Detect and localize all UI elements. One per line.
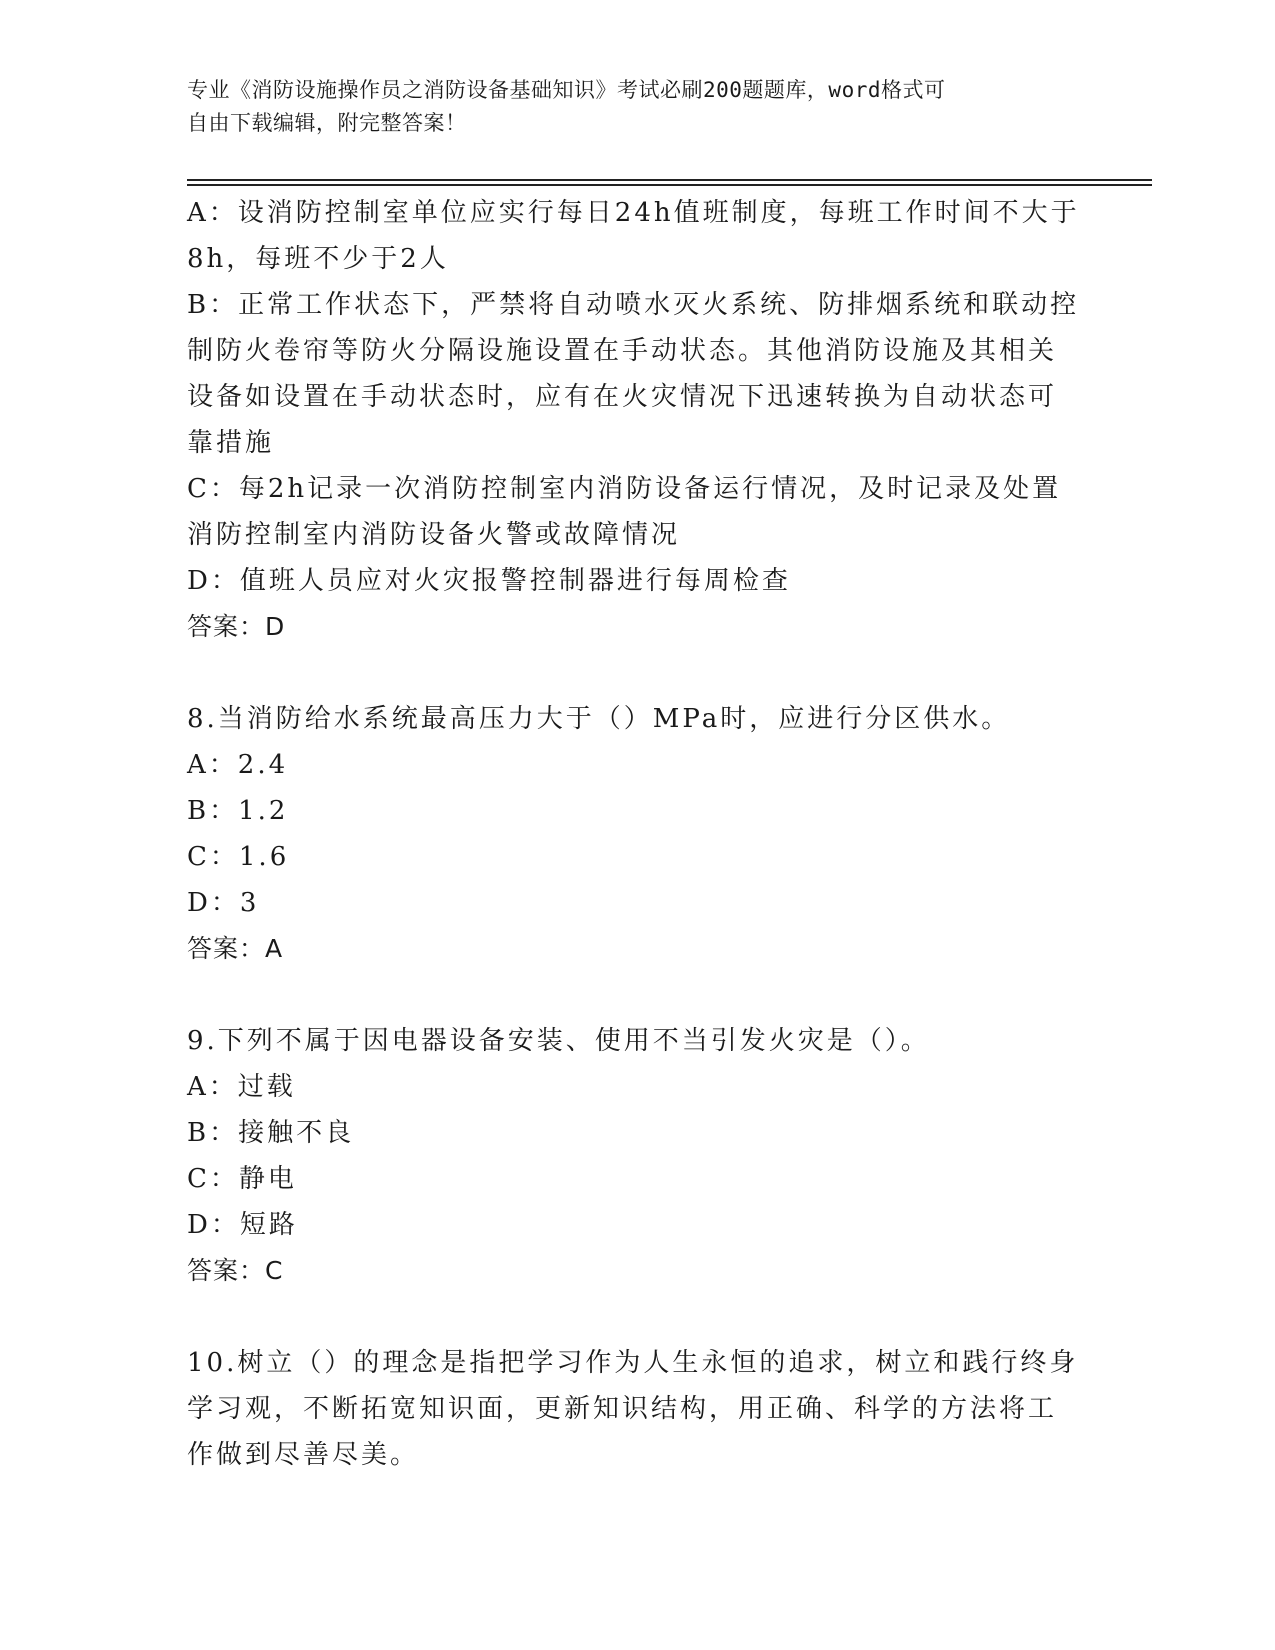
question-text: 9.下列不属于因电器设备安装、使用不当引发火灾是（）。 [187, 1026, 930, 1056]
spacer [187, 650, 1087, 696]
option-b-line-2: 制防火卷帘等防火分隔设施设置在手动状态。其他消防设施及其相关 [187, 336, 1058, 366]
option-a-line-1: A：设消防控制室单位应实行每日24h值班制度，每班工作时间不大于 [187, 198, 1080, 228]
option-d-line-1: D：值班人员应对火灾报警控制器进行每周检查 [187, 566, 791, 596]
option-b: B：接触不良 [187, 1118, 355, 1148]
option-b-line-1: B：正常工作状态下，严禁将自动喷水灭火系统、防排烟系统和联动控 [187, 290, 1080, 320]
question-text-line-3: 作做到尽善尽美。 [187, 1440, 420, 1470]
answer-label: 答案：D [187, 612, 286, 641]
question-10 [187, 1340, 1087, 1478]
spacer [187, 972, 1087, 1018]
option-c-line-2: 消防控制室内消防设备火警或故障情况 [187, 520, 681, 550]
document-header [187, 74, 1067, 140]
option-b: B：1.2 [187, 796, 289, 826]
option-c: C：静电 [187, 1164, 297, 1194]
question-8 [187, 696, 1087, 972]
header-line-1: 专业《消防设施操作员之消防设备基础知识》考试必刷200题题库，word格式可 [187, 78, 946, 102]
answer-label: 答案：C [187, 1256, 284, 1285]
option-d: D：3 [187, 888, 260, 918]
answer-label: 答案：A [187, 934, 284, 963]
header-line-2: 自由下载编辑，附完整答案！ [187, 111, 467, 135]
option-a: A：2.4 [187, 750, 289, 780]
option-a: A：过载 [187, 1072, 296, 1102]
option-c: C：1.6 [187, 842, 290, 872]
question-text-line-2: 学习观，不断拓宽知识面，更新知识结构，用正确、科学的方法将工 [187, 1394, 1058, 1424]
header-divider-bottom [187, 184, 1152, 186]
option-b-line-3: 设备如设置在手动状态时，应有在火灾情况下迅速转换为自动状态可 [187, 382, 1058, 412]
option-b-line-4: 靠措施 [187, 428, 275, 458]
spacer [187, 1294, 1087, 1340]
option-c-line-1: C：每2h记录一次消防控制室内消防设备运行情况，及时记录及处置 [187, 474, 1062, 504]
document-body [187, 190, 1087, 1478]
question-text: 8.当消防给水系统最高压力大于（）MPa时，应进行分区供水。 [187, 704, 1011, 734]
question-9 [187, 1018, 1087, 1294]
option-d: D：短路 [187, 1210, 298, 1240]
option-a-line-2: 8h，每班不少于2人 [187, 244, 449, 274]
question-text-line-1: 10.树立（）的理念是指把学习作为人生永恒的追求，树立和践行终身 [187, 1348, 1079, 1378]
header-divider-top [187, 179, 1152, 181]
question-7-options [187, 190, 1087, 650]
